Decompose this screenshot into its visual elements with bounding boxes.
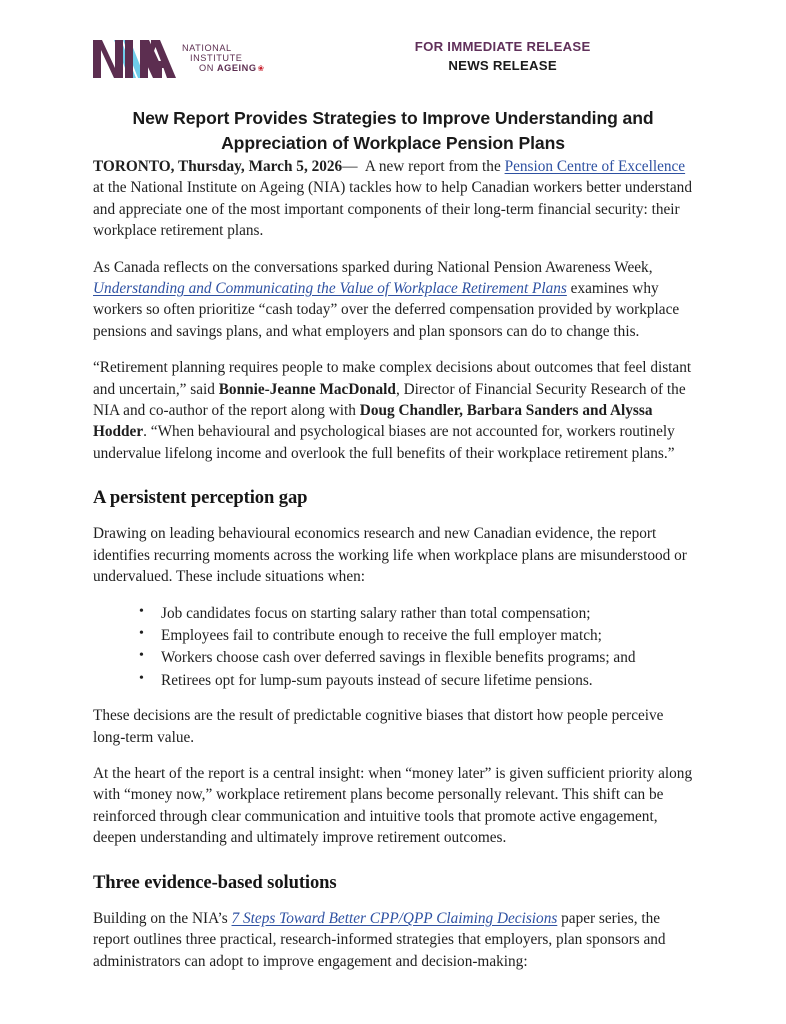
page-title: New Report Provides Strategies to Improve Understanding and Appreciation of Workplace Pension Plans	[132, 108, 654, 153]
news-release-label: NEWS RELEASE	[448, 58, 557, 73]
bullet-list-situations	[93, 603, 693, 692]
author-names-coauthors: Doug Chandler, Barbara Sanders and Alyssa Hodder	[93, 402, 653, 441]
logo-word-line1: NATIONAL	[182, 43, 232, 54]
nia-logo-icon	[92, 37, 177, 81]
para1-text-a: A new report from the	[364, 157, 505, 175]
list-item: • Workers choose cash over deferred savings in flexible benefits programs; and	[139, 647, 693, 668]
nia-logo-block	[92, 36, 265, 82]
section-heading-three-solutions: Three evidence-based solutions	[93, 871, 337, 893]
list-item: • Retirees opt for lump-sum payouts instead of secure lifetime pensions.	[139, 670, 693, 691]
para1-text-b: at the National Institute on Ageing (NIA) tackles how to help Canadian workers better understand and appreciate one of the most important components of their long-term financial security: their workplace retirement plans.	[93, 179, 692, 240]
para3-text-a: “Retirement planning requires people to make complex decisions about outcomes that feel distant and uncertain,” said	[93, 359, 692, 398]
release-notice	[415, 36, 591, 73]
paragraph-cognitive-biases: These decisions are the result of predictable cognitive biases that distort how people perceive long-term value.	[93, 707, 664, 746]
author-name-primary: Bonnie-Jeanne MacDonald	[218, 380, 396, 398]
paragraph-seven-steps	[93, 908, 693, 972]
document-header	[0, 0, 786, 78]
link-pension-centre-of-excellence[interactable]: Pension Centre of Excellence	[504, 157, 686, 175]
paragraph-central-insight: At the heart of the report is a central insight: when “money later” is given sufficient priority along with “money now,” workplace retirement plans become personally relevant. This shift can be reinforced through clear communication and intuitive tools that promote active engagement, deepen understanding and ultimately improve retirement outcomes.	[93, 765, 693, 847]
paragraph-quote	[93, 357, 693, 464]
link-understanding-communicating-value[interactable]: Understanding and Communicating the Value of Workplace Retirement Plans	[93, 279, 567, 297]
list-item: • Employees fail to contribute enough to receive the full employer match;	[139, 625, 693, 646]
para6-text-a: Building on the NIA’s	[93, 909, 232, 927]
paragraph-report-intro	[93, 257, 693, 343]
dateline-dash: —	[342, 157, 358, 175]
para2-text-a: As Canada reflects on the conversations sparked during National Pension Awareness Week,	[93, 258, 653, 276]
dateline: TORONTO, Thursday, March 5, 2026	[93, 157, 343, 175]
logo-word-line3	[182, 64, 265, 74]
maple-leaf-icon: ❀	[257, 63, 265, 73]
para6-text-b: paper series, the report outlines three practical, research-informed strategies that employers, plan sponsors and administrators can adopt to improve engagement and decision-making:	[93, 909, 666, 970]
logo-word-on: ON	[199, 62, 217, 73]
paragraph-dateline	[93, 156, 693, 242]
para3-text-c: . “When behavioural and psychological biases are not accounted for, workers routinely undervalue lifelong income and overlook the full benefits of their workplace retirement plans.”	[93, 423, 675, 462]
nia-logo-wordmark	[182, 44, 265, 73]
document-body	[93, 106, 693, 972]
logo-word-line2: INSTITUTE	[190, 53, 243, 64]
link-7-steps-cpp-qpp[interactable]: 7 Steps Toward Better CPP/QPP Claiming Decisions	[231, 909, 558, 927]
logo-word-ageing: AGEING	[216, 62, 257, 73]
for-immediate-release-label: FOR IMMEDIATE RELEASE	[414, 39, 591, 54]
list-item: • Job candidates focus on starting salary rather than total compensation;	[139, 603, 693, 624]
para3-text-b: , Director of Financial Security Research of the NIA and co-author of the report along with	[93, 380, 686, 419]
para2-text-b: examines why workers so often prioritize “cash today” over the deferred compensation provided by workplace pensions and savings plans, and what employers and plan sponsors can do to change this.	[93, 279, 680, 340]
section-heading-perception-gap: A persistent perception gap	[93, 487, 308, 509]
paragraph-perception-gap: Drawing on leading behavioural economics research and new Canadian evidence, the report identifies recurring moments across the working life when workplace plans are misunderstood or undervalued. These include situations when:	[93, 525, 687, 586]
